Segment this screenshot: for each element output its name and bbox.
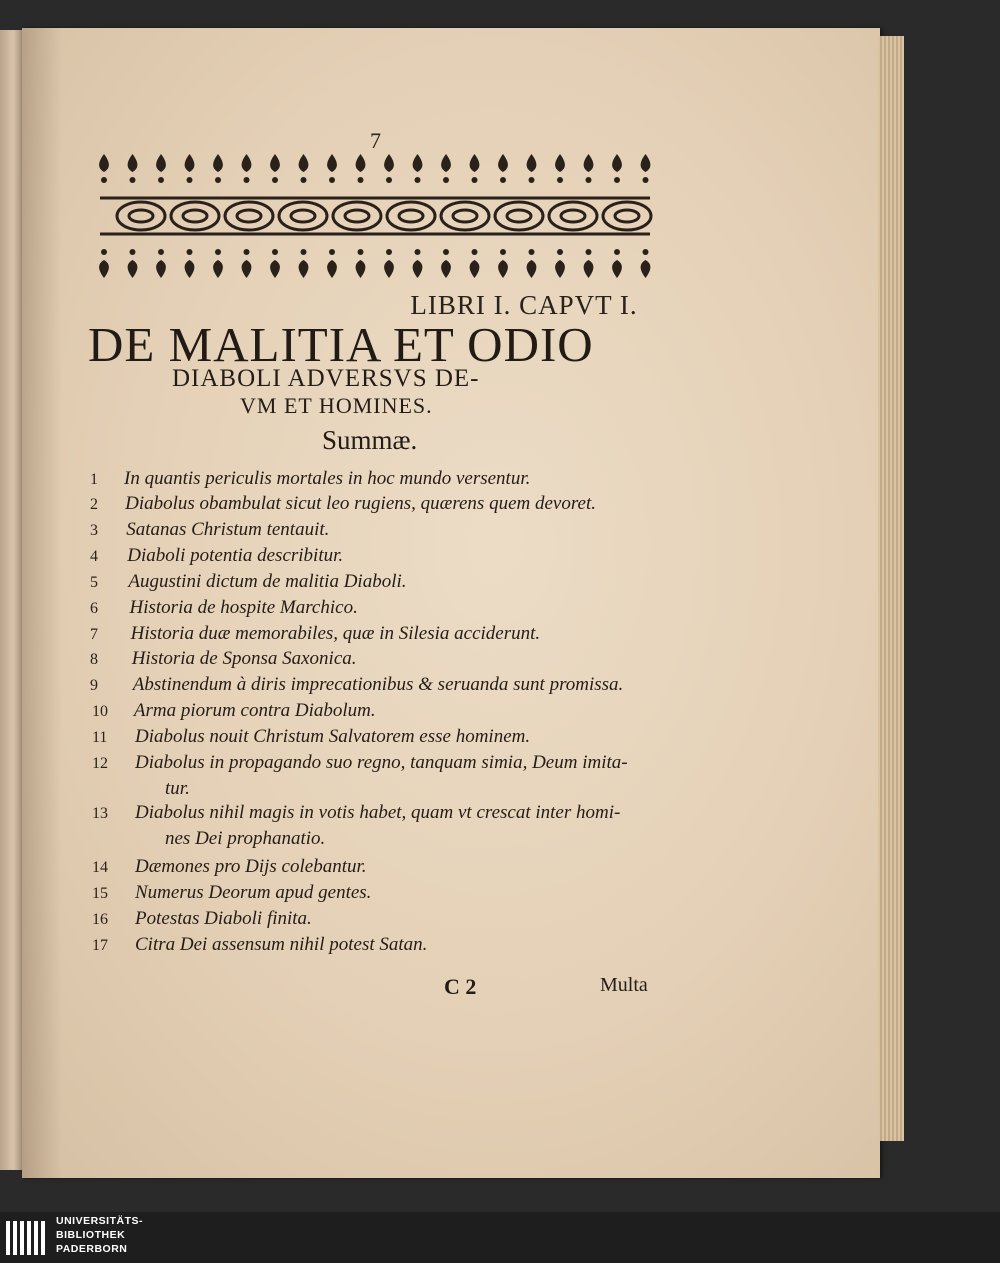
entry-number: 4	[90, 548, 98, 565]
page-gutter-shadow	[22, 28, 62, 1178]
entry-text: Historia de Sponsa Saxonica.	[131, 648, 357, 669]
entry-text: Historia duæ memorabiles, quæ in Silesia acciderunt.	[130, 623, 541, 644]
chapter-title-line-3: VM ET HOMINES.	[240, 393, 433, 418]
decorative-ornament-band	[90, 150, 660, 282]
library-footer	[0, 1212, 1000, 1263]
entry-text: Diabolus nihil magis in votis habet, quam vt crescat inter homi-	[135, 802, 621, 823]
entry-text: Diaboli potentia describitur.	[127, 545, 344, 566]
entry-text: Abstinendum à diris imprecationibus & seruanda sunt promissa.	[132, 674, 624, 695]
entry-number: 5	[90, 574, 98, 591]
facing-page-edge	[0, 30, 22, 1170]
entry-text: Numerus Deorum apud gentes.	[135, 882, 372, 903]
entry-number: 9	[90, 677, 98, 694]
chapter-title-line-1: DE MALITIA ET ODIO	[88, 317, 594, 372]
entry-text: Arma piorum contra Diabolum.	[133, 700, 376, 721]
entry-text: Historia de hospite Marchico.	[129, 597, 358, 618]
chapter-title-line-2: DIABOLI ADVERSVS DE-	[172, 365, 480, 392]
chapter-label: LIBRI I. CAPVT I.	[410, 290, 638, 320]
entry-text: Citra Dei assensum nihil potest Satan.	[135, 934, 428, 955]
page-stack-edge	[878, 36, 904, 1141]
entry-number: 8	[90, 651, 98, 668]
logo-text-line-3: PADERBORN	[56, 1243, 128, 1255]
entry-text: Diabolus nouit Christum Salvatorem esse hominem.	[135, 726, 531, 747]
entry-number: 6	[90, 600, 98, 617]
entry-number: 12	[92, 755, 108, 772]
entry-number: 14	[92, 859, 108, 876]
entry-text: Diabolus in propagando suo regno, tanquam simia, Deum imita-	[135, 752, 628, 773]
catchword: Multa	[600, 974, 648, 996]
library-logo-icon	[4, 1217, 50, 1259]
entry-text: Satanas Christum tentauit.	[126, 519, 330, 540]
entry-text: Dæmones pro Dijs colebantur.	[135, 856, 367, 877]
entry-number: 13	[92, 805, 108, 822]
entry-text: Augustini dictum de malitia Diaboli.	[128, 571, 407, 592]
entry-number: 11	[92, 729, 108, 746]
entry-text-continuation: nes Dei prophanatio.	[165, 828, 326, 849]
entry-number: 16	[92, 911, 108, 928]
logo-text-line-1: UNIVERSITÄTS-	[56, 1215, 144, 1227]
entry-number: 3	[90, 522, 98, 539]
entry-number: 17	[92, 937, 108, 954]
summary-heading: Summæ.	[322, 425, 418, 455]
logo-text-line-2: BIBLIOTHEK	[56, 1229, 126, 1241]
page-number: 7	[370, 128, 381, 153]
entry-number: 7	[90, 626, 98, 643]
entry-number: 2	[90, 496, 98, 513]
entry-number: 1	[90, 471, 98, 488]
signature-mark: C 2	[444, 974, 477, 999]
entry-text-continuation: tur.	[165, 778, 190, 799]
entry-text: Potestas Diaboli finita.	[135, 908, 312, 929]
entry-number: 10	[92, 703, 108, 720]
entry-text: In quantis periculis mortales in hoc mundo versentur.	[124, 468, 531, 489]
entry-text: Diabolus obambulat sicut leo rugiens, quærens quem devoret.	[125, 493, 597, 514]
entry-number: 15	[92, 885, 108, 902]
